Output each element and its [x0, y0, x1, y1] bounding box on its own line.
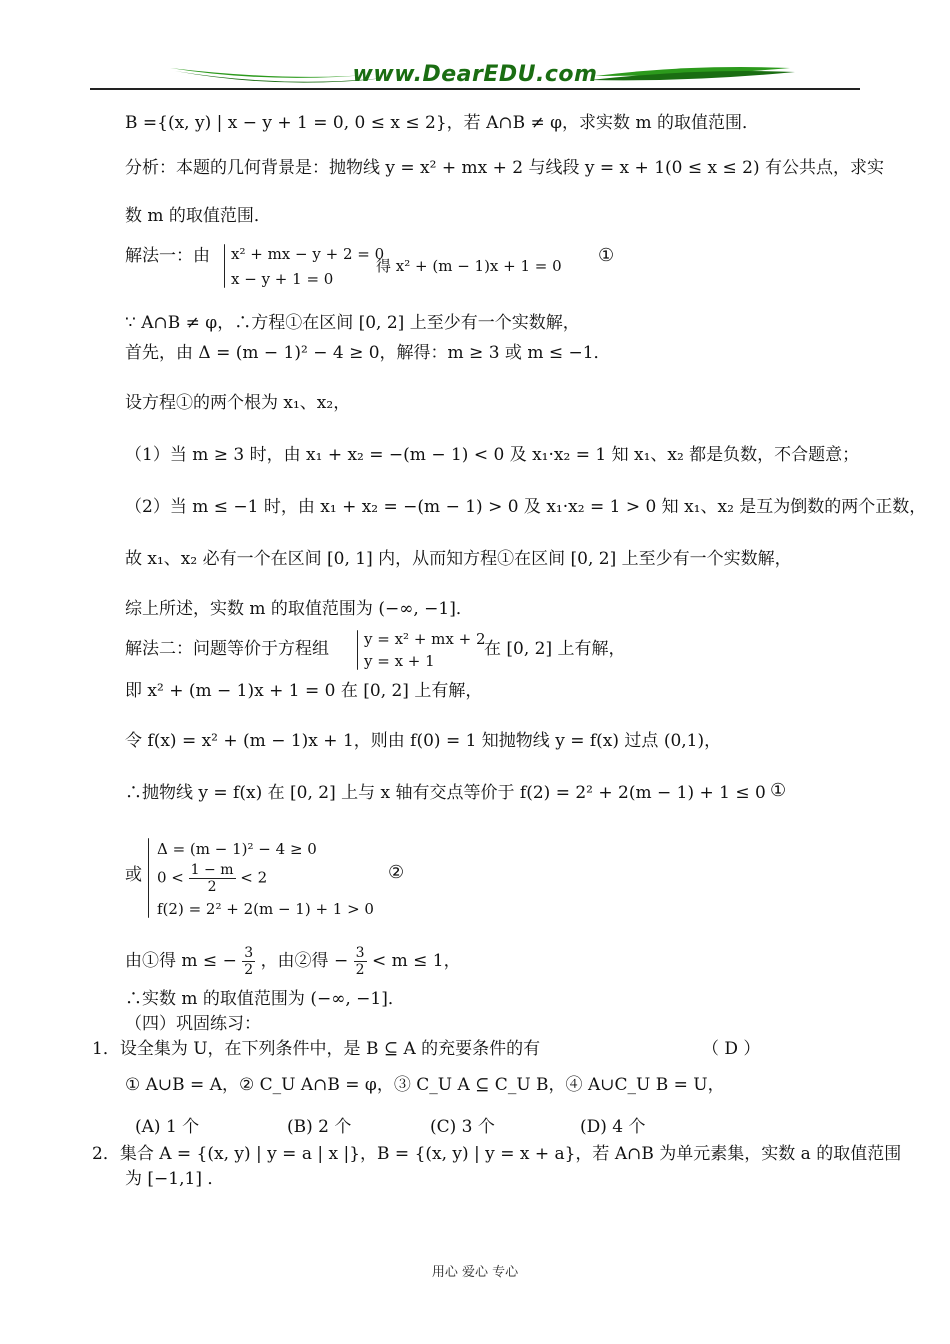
fraction-numerator: 3 — [244, 945, 254, 961]
result-line — [125, 945, 461, 978]
header-rule — [90, 88, 860, 90]
equation-label-3: ② — [388, 862, 405, 883]
fraction-3-over-2-b — [354, 945, 367, 978]
roots-line: 设方程①的两个根为 x₁、x₂， — [125, 393, 351, 413]
summary-line-1: 综上所述，实数 m 的取值范围为 (−∞, −1]． — [125, 599, 473, 619]
analysis-line-1: 分析：本题的几何背景是：抛物线 y = x² + mx + 2 与线段 y = x + 1(0 ≤ x ≤ 2) 有公共点，求实 — [125, 158, 884, 178]
system3-eq2-left: 0 < — [157, 868, 184, 887]
or-label: 或 — [125, 865, 142, 885]
condition-line: ∵ A∩B ≠ φ，∴方程①在区间 [0, 2] 上至少有一个实数解， — [125, 313, 580, 333]
method2-label: 解法二：问题等价于方程组 — [125, 639, 329, 659]
case2-line: （2）当 m ≤ −1 时，由 x₁ + x₂ = −(m − 1) > 0 及 x₁·x₂ = 1 > 0 知 x₁、x₂ 是互为倒数的两个正数， — [125, 497, 927, 517]
fraction-numerator: 3 — [355, 945, 365, 961]
system3-eq1: Δ = (m − 1)² − 4 ≥ 0 — [157, 840, 317, 858]
fraction-numerator: 1 − m — [190, 862, 234, 878]
summary-line-2: ∴实数 m 的取值范围为 (−∞, −1]． — [125, 989, 405, 1009]
equation-label-2: ① — [770, 780, 787, 801]
system2-eq1: y = x² + mx + 2 — [364, 630, 486, 648]
system-brace-3 — [148, 838, 149, 918]
set-b-definition: B ={(x, y) | x − y + 1 = 0, 0 ≤ x ≤ 2}，若 A∩B ≠ φ，求实数 m 的取值范围． — [125, 113, 759, 133]
intersection-condition-line: ∴抛物线 y = f(x) 在 [0, 2] 上与 x 轴有交点等价于 f(2) = 2² + 2(m − 1) + 1 ≤ 0 — [125, 783, 766, 803]
system3-eq3: f(2) = 2² + 2(m − 1) + 1 > 0 — [157, 900, 374, 918]
quadratic-equation: 得 x² + (m − 1)x + 1 = 0 — [376, 257, 562, 275]
exercise-1-question: 1．设全集为 U，在下列条件中，是 B ⊆ A 的充要条件的有 — [92, 1039, 541, 1059]
header-banner — [90, 58, 860, 92]
header-site-name: www.DearEDU.com — [352, 62, 598, 87]
fraction-3-over-2-a — [242, 945, 255, 978]
discriminant-line: 首先，由 Δ = (m − 1)² − 4 ≥ 0，解得：m ≥ 3 或 m ≤ −1． — [125, 343, 611, 363]
analysis-line-2: 数 m 的取值范围． — [125, 206, 271, 226]
exercise-1-conditions: ① A∪B = A，② C_U A∩B = φ，③ C_U A ⊆ C_U B，④ A∪C_U B = U， — [125, 1075, 725, 1095]
system2-domain: 在 [0, 2] 上有解， — [484, 639, 626, 659]
conclusion-interval-line: 故 x₁、x₂ 必有一个在区间 [0, 1] 内，从而知方程①在区间 [0, 2] 上至少有一个实数解， — [125, 549, 792, 569]
function-definition-line: 令 f(x) = x² + (m − 1)x + 1，则由 f(0) = 1 知抛物线 y = f(x) 过点 (0,1)， — [125, 731, 722, 751]
option-d: (D) 4 个 — [580, 1117, 646, 1137]
fraction-1-minus-m-over-2 — [189, 862, 236, 895]
system1-eq2: x − y + 1 = 0 — [231, 270, 334, 288]
method1-label: 解法一：由 — [125, 246, 210, 266]
result-part-1: 由①得 m ≤ − — [125, 951, 237, 971]
case1-line: （1）当 m ≥ 3 时，由 x₁ + x₂ = −(m − 1) < 0 及 x₁·x₂ = 1 知 x₁、x₂ 都是负数，不合题意； — [125, 445, 860, 465]
exercise-2-question: 2．集合 A = {(x, y) | y = a | x |}，B = {(x, y) | y = x + a}，若 A∩B 为单元素集，实数 a 的取值范围 — [92, 1144, 902, 1164]
system1-eq1: x² + mx − y + 2 = 0 — [231, 245, 385, 263]
equation-label-1: ① — [598, 245, 615, 266]
system3-eq2-right: < 2 — [240, 868, 268, 887]
system-brace-2 — [357, 630, 358, 670]
result-part-3: < m ≤ 1， — [371, 951, 461, 971]
exercise-1-answer: （ D ） — [702, 1039, 761, 1059]
fraction-denominator: 2 — [207, 879, 217, 895]
exercise-section-heading: （四）巩固练习： — [125, 1014, 261, 1034]
option-b: (B) 2 个 — [287, 1117, 352, 1137]
page-footer: 用心 爱心 专心 — [431, 1265, 519, 1280]
result-part-2: ，由②得 − — [260, 951, 349, 971]
fraction-denominator: 2 — [355, 962, 365, 978]
fraction-denominator: 2 — [244, 962, 254, 978]
equivalent-equation-line: 即 x² + (m − 1)x + 1 = 0 在 [0, 2] 上有解， — [125, 681, 483, 701]
system3-eq2 — [157, 862, 267, 895]
exercise-2-answer: 为 [−1,1] ． — [125, 1169, 225, 1189]
option-a: (A) 1 个 — [135, 1117, 200, 1137]
option-c: (C) 3 个 — [430, 1117, 495, 1137]
system-brace-1 — [224, 244, 225, 288]
system2-eq2: y = x + 1 — [364, 652, 435, 670]
